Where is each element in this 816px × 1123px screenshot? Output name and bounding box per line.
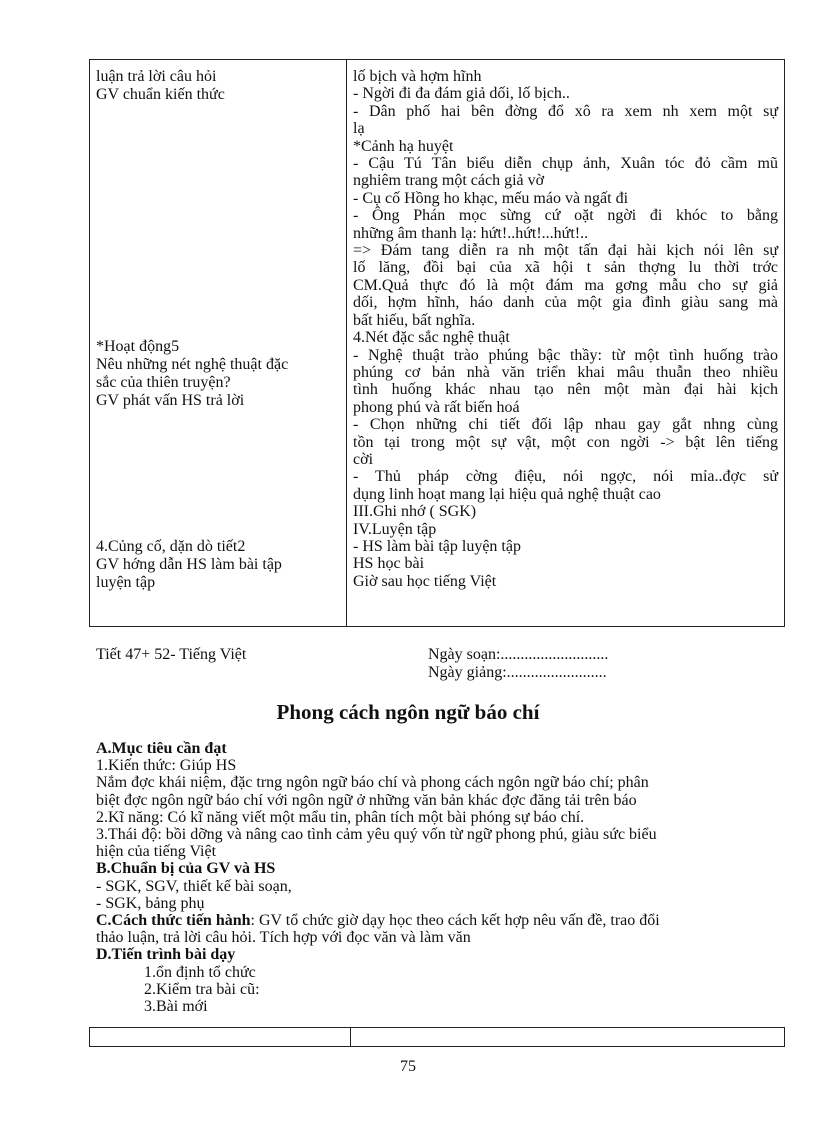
right-cell-line: - Nghệ thuật trào phúng bậc thầy: từ một tình huống trào	[353, 346, 778, 364]
body-line: 3.Thái độ: bồi dỡng và nâng cao tình cảm yêu quý vốn từ ngữ phong phú, giàu sức biểu	[96, 826, 657, 844]
right-cell-line: những âm thanh lạ: hứt!..hứt!...hứt!..	[353, 224, 589, 242]
right-cell-line: dụng linh hoạt mang lại hiệu quả nghệ thuật cao	[353, 485, 661, 503]
page-title: Phong cách ngôn ngữ báo chí	[276, 700, 540, 724]
lesson-label: Tiết 47+ 52- Tiếng Việt	[96, 646, 247, 663]
right-cell-line: IV.Luyện tập	[353, 520, 437, 538]
section-heading: A.Mục tiêu cần đạt	[96, 740, 227, 757]
right-cell-line: - Cậu Tú Tân biểu diễn chụp ảnh, Xuân tóc đỏ cầm mũ	[353, 155, 778, 173]
right-cell-line: bất hiếu, bất nghĩa.	[353, 311, 476, 329]
left-cell-line: *Hoạt động5	[96, 338, 180, 355]
body-line: 3.Bài mới	[144, 998, 208, 1016]
right-cell-line: => Đám tang diễn ra nh một tấn đại hài kịch nói lên sự	[353, 242, 778, 260]
date-prepared: Ngày soạn:...........................	[428, 646, 609, 663]
right-cell-line: nghiêm trang một cách giả vờ	[353, 172, 545, 190]
body-line: - SGK, SGV, thiết kế bài soạn,	[96, 877, 292, 895]
right-cell-line: cời	[353, 450, 374, 468]
lesson-body	[96, 740, 786, 1015]
right-cell-line: - Thủ pháp cờng điệu, nói ngợc, nói mỉa..đợc sử	[353, 468, 778, 486]
left-cell-line: GV chuẩn kiến thức	[96, 86, 225, 103]
date-taught: Ngày giảng:.........................	[428, 664, 607, 681]
bottom-table	[89, 1027, 785, 1047]
body-line	[96, 912, 786, 929]
right-cell-line: - Ông Phán mọc sừng cứ oặt ngời đi khóc to bằng	[353, 207, 778, 225]
section-heading: B.Chuẩn bị của GV và HS	[96, 860, 276, 878]
right-cell-line: - HS làm bài tập luyện tập	[353, 537, 521, 555]
right-cell-line: III.Ghi nhớ ( SGK)	[353, 503, 477, 521]
right-cell-line: tồn tại trong một sự vật, một con ngời -> bật lên tiếng	[353, 433, 778, 451]
right-cell-line: 4.Nét đặc sắc nghệ thuật	[353, 329, 510, 347]
right-cell-line: HS học bài	[353, 555, 425, 573]
right-cell-line: phong phú và rất biến hoá	[353, 398, 520, 416]
heading-prefix: C.Cách thức tiến hành	[96, 912, 251, 930]
right-cell-line: Giờ sau học tiếng Việt	[353, 572, 497, 590]
body-line: thảo luận, trả lời câu hỏi. Tích hợp với đọc văn và làm văn	[96, 929, 471, 947]
right-cell-line: CM.Quả thực đó là một đám ma gơng mẫu cho sự giả	[353, 276, 778, 294]
right-cell-line: lạ	[353, 120, 365, 138]
right-cell-line: - Ngời đi đa đám giả dối, lố bịch..	[353, 85, 570, 103]
bottom-table-divider	[350, 1027, 351, 1047]
right-cell-line: dối, hợm hĩnh, háo danh của một gia đình giàu sang mà	[353, 294, 778, 312]
left-cell-line: sắc của thiên truyện?	[96, 374, 231, 391]
right-cell-line: - Chọn những chi tiết đối lập nhau gay gắt nhng cùng	[353, 416, 778, 434]
body-line: Nắm đợc khái niệm, đặc trng ngôn ngữ báo chí và phong cách ngôn ngữ báo chí; phân	[96, 774, 649, 792]
left-cell-line: 4.Củng cố, dặn dò tiết2	[96, 538, 246, 555]
right-cell-line: lố bịch và hợm hĩnh	[353, 68, 482, 85]
heading-rest: : GV tổ chức giờ dạy học theo cách kết hợp nêu vấn đề, trao đổi	[250, 912, 660, 930]
left-cell-line: GV phát vấn HS trả lời	[96, 392, 245, 409]
body-line: 1.ổn định tổ chức	[144, 963, 256, 981]
table-right-column	[353, 68, 778, 590]
body-line: 1.Kiến thức: Giúp HS	[96, 757, 237, 775]
left-cell-line: luận trả lời câu hỏi	[96, 68, 217, 85]
right-cell-line: - Dân phố hai bên đờng đổ xô ra xem nh xem một sự	[353, 102, 778, 120]
left-cell-line: GV hớng dẫn HS làm bài tập	[96, 556, 282, 573]
table-divider	[346, 59, 347, 627]
right-cell-line: - Cụ cố Hồng ho khạc, mếu máo và ngất đi	[353, 189, 629, 207]
body-line: 2.Kĩ năng: Có kĩ năng viết một mẩu tin, phân tích một bài phóng sự báo chí.	[96, 808, 585, 826]
page-number: 75	[400, 1058, 416, 1075]
body-line: - SGK, bảng phụ	[96, 894, 205, 912]
right-cell-line: lố lăng, đồi bại của xã hội t sản thợng lu thời trớc	[353, 259, 778, 277]
left-cell-line: Nêu những nét nghệ thuật đặc	[96, 356, 289, 373]
section-heading: D.Tiến trình bài dạy	[96, 946, 236, 964]
body-line: hiện của tiếng Việt	[96, 843, 217, 861]
body-line: 2.Kiểm tra bài cũ:	[144, 980, 260, 998]
body-line: biệt đợc ngôn ngữ báo chí với ngôn ngữ ở những văn bản khác đợc đăng tải trên báo	[96, 791, 637, 809]
right-cell-line: phúng cơ bản nhà văn triển khai mâu thuẫn theo nhiều	[353, 363, 778, 381]
right-cell-line: tình huống khác nhau tạo nên một màn đại hài kịch	[353, 381, 778, 399]
left-cell-line: luyện tập	[96, 574, 156, 591]
right-cell-line: *Cảnh hạ huyệt	[353, 137, 454, 155]
